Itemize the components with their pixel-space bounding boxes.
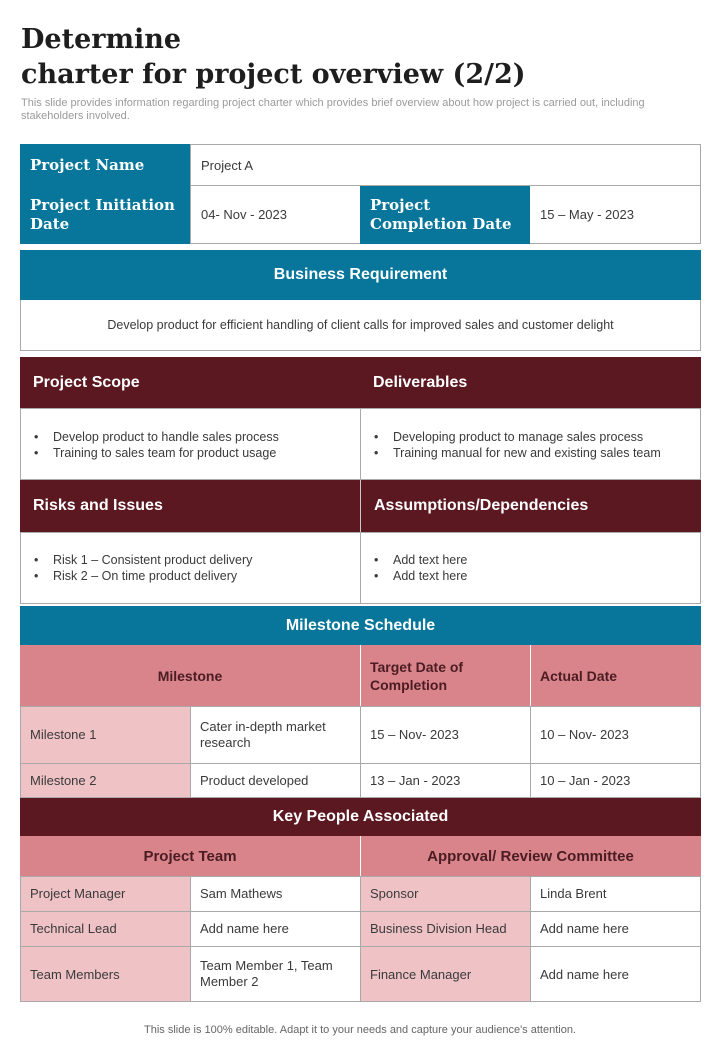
milestone-name: Milestone 2 [20,763,190,798]
divider [530,876,531,1002]
project-scope-heading: Project Scope [20,357,360,408]
team-member-name: Add name here [190,911,360,946]
milestone-target-date: 15 – Nov- 2023 [360,706,530,763]
project-completion-value: 15 – May - 2023 [530,186,701,244]
list-item: • Risk 2 – On time product delivery [33,568,252,584]
list-item: • Training to sales team for product usage [33,445,279,461]
risks-heading: Risks and Issues [20,480,360,532]
project-name-value: Project A [190,144,701,186]
footer-note: This slide is 100% editable. Adapt it to your needs and capture your audience's attention. [144,1024,576,1036]
milestone-description: Product developed [190,763,360,798]
committee-role: Finance Manager [360,946,530,1002]
team-member-name: Sam Mathews [190,876,360,911]
business-requirement-heading: Business Requirement [20,250,701,300]
actual-date-col-header: Actual Date [530,645,701,706]
divider [360,645,361,706]
milestone-actual-date: 10 – Jan - 2023 [530,763,701,798]
list-item: • Add text here [373,568,467,584]
divider [530,645,531,706]
list-item: • Risk 1 – Consistent product delivery [33,552,252,568]
key-people-heading: Key People Associated [20,798,701,836]
list-item: • Developing product to manage sales process [373,429,661,445]
divider [530,706,531,798]
divider [360,836,361,876]
committee-member-name: Add name here [530,911,701,946]
divider [360,706,361,798]
target-date-col-header: Target Date of Completion [360,645,530,706]
milestone-col-header: Milestone [20,645,360,706]
divider [360,876,361,1002]
milestone-schedule-heading: Milestone Schedule [20,606,701,645]
milestone-actual-date: 10 – Nov- 2023 [530,706,701,763]
list-item: • Develop product to handle sales process [33,429,279,445]
deliverables-heading: Deliverables [360,357,701,408]
project-scope-box [20,408,361,480]
committee-member-name: Add name here [530,946,701,1002]
assumptions-heading: Assumptions/Dependencies [361,480,701,532]
assumptions-box [360,532,701,604]
divider [190,876,191,1002]
assumptions-list [373,552,467,584]
project-name-label: Project Name [20,144,190,186]
deliverables-box [360,408,701,480]
team-role: Team Members [20,946,190,1002]
milestone-description: Cater in-depth market research [190,706,360,763]
committee-role: Sponsor [360,876,530,911]
title-line-2: charter for project overview (2/2) [21,59,526,90]
business-requirement-text: Develop product for efficient handling of client calls for improved sales and customer delight [20,300,701,351]
committee-role: Business Division Head [360,911,530,946]
page-title [21,22,526,92]
list-item: • Training manual for new and existing sales team [373,445,661,461]
project-scope-list [33,429,279,461]
team-role: Project Manager [20,876,190,911]
team-member-name: Team Member 1, Team Member 2 [190,946,360,1002]
review-committee-header: Approval/ Review Committee [360,836,701,876]
title-line-1: Determine [21,24,182,55]
list-item: • Add text here [373,552,467,568]
project-initiation-value: 04- Nov - 2023 [190,186,360,244]
milestone-target-date: 13 – Jan - 2023 [360,763,530,798]
page-subtitle: This slide provides information regarding project charter which provides brief overview about how project is carried out, including stakeholders involved. [21,97,645,122]
risks-list [33,552,252,584]
milestone-name: Milestone 1 [20,706,190,763]
divider [190,706,191,798]
committee-member-name: Linda Brent [530,876,701,911]
deliverables-list [373,429,661,461]
team-role: Technical Lead [20,911,190,946]
project-initiation-label: Project Initiation Date [20,186,190,244]
divider [360,480,361,532]
project-completion-label: Project Completion Date [360,186,530,244]
project-team-header: Project Team [20,836,360,876]
risks-box [20,532,361,604]
